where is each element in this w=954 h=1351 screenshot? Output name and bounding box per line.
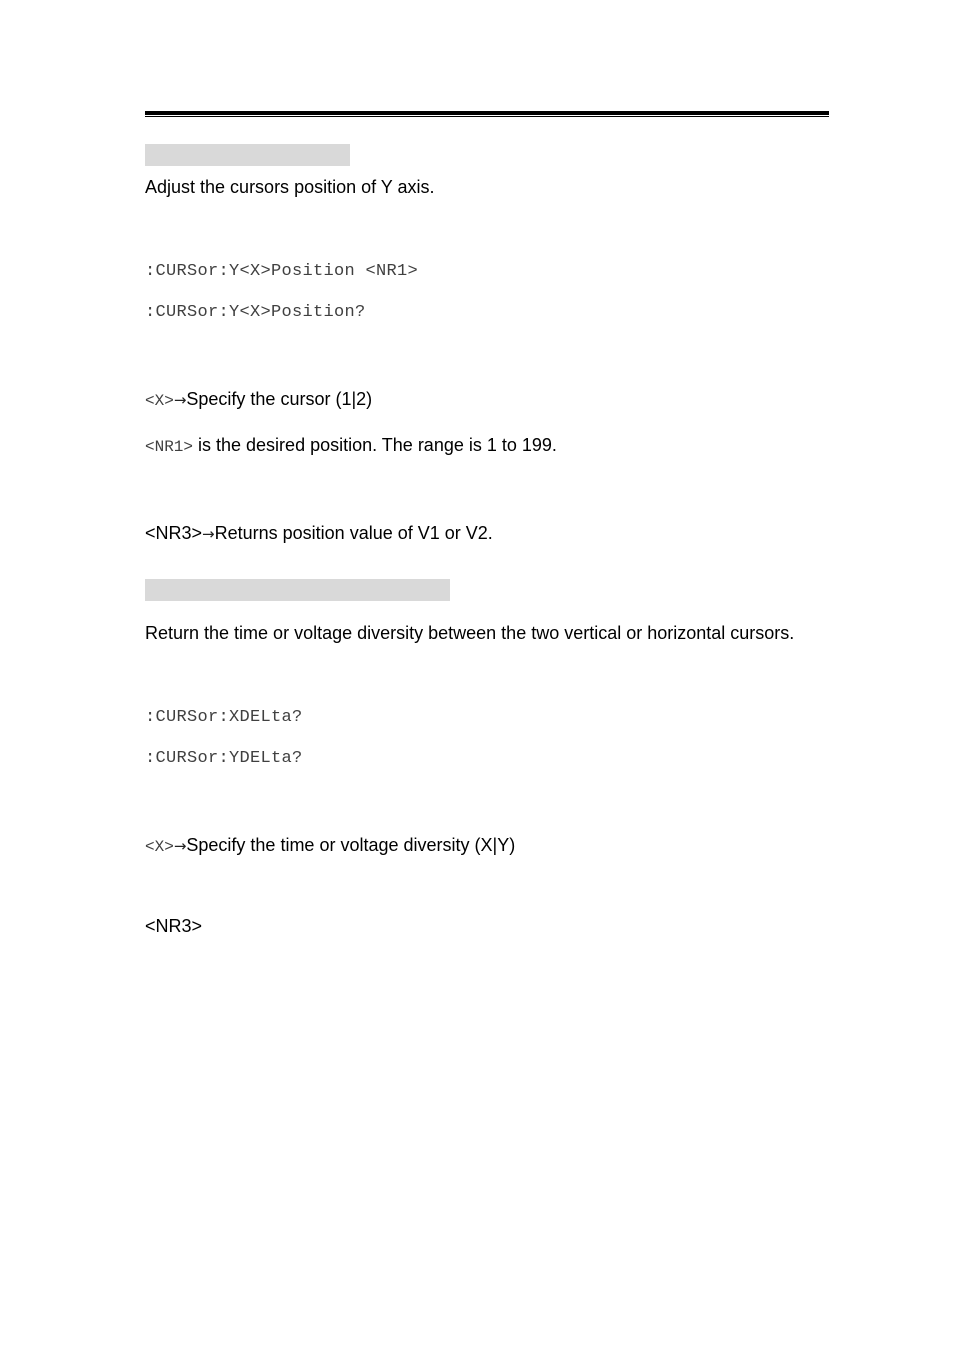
header-rule-thin [145,116,829,117]
section1-heading-bar [145,144,350,166]
param-x-name: <X> [145,392,174,410]
param-x-text: Specify the cursor (1|2) [186,389,373,409]
right-arrow-icon: → [202,525,215,543]
param-x-name: <X> [145,838,174,856]
section1-syntax-set: :CURSor:Y<X>Position <NR1> [145,262,419,281]
section2-syntax-ydelta: :CURSor:YDELta? [145,749,303,768]
header-rule-thick [145,111,829,115]
right-arrow-icon: → [173,837,187,855]
section2-syntax-xdelta: :CURSor:XDELta? [145,708,303,727]
section1-syntax-query: :CURSor:Y<X>Position? [145,303,366,322]
section1-param-x [145,388,372,412]
section1-param-nr1 [145,434,557,458]
section2-param-x [145,834,515,858]
return-nr3-name: <NR3> [145,523,203,543]
section2-return: <NR3> [145,916,203,936]
return-nr3-text: Returns position value of V1 or V2. [214,523,493,543]
param-nr1-text: is the desired position. The range is 1 to 199. [193,435,557,455]
section1-description: Adjust the cursors position of Y axis. [145,177,435,197]
param-x-text: Specify the time or voltage diversity (X|Y) [186,835,516,855]
section2-heading-bar [145,579,450,601]
right-arrow-icon: → [173,391,187,409]
param-nr1-name: <NR1> [145,438,194,456]
section2-description: Return the time or voltage diversity between the two vertical or horizontal cursors. [145,623,795,643]
section1-return [145,522,493,545]
